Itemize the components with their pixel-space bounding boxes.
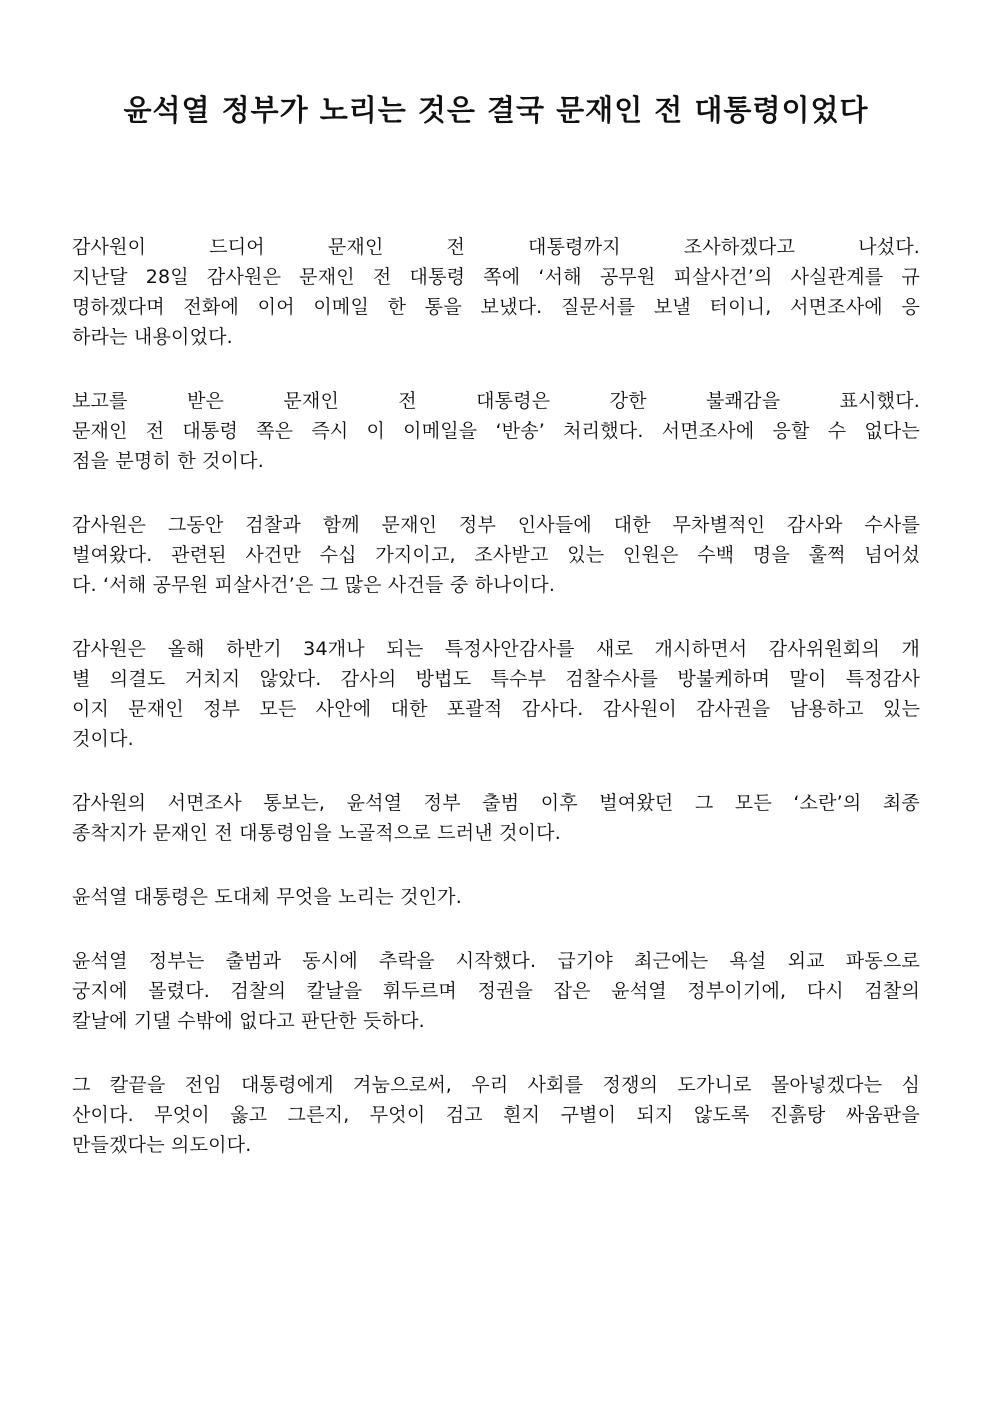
paragraph-line: 감사원은 올해 하반기 34개나 되는 특정사안감사를 새로 개시하면서 감사위원회의 개 [72,638,920,660]
paragraph-line: 것이다. [72,728,134,750]
body-paragraph [72,788,920,848]
paragraph-line: 별 의결도 거치지 않았다. 감사의 방법도 특수부 검찰수사를 방불케하며 말이 특정감사 [72,668,920,690]
paragraph-line: 그 칼끝을 전임 대통령에게 겨눔으로써, 우리 사회를 정쟁의 도가니로 몰아넣겠다는 심 [72,1074,920,1096]
body-paragraph [72,510,920,600]
document-title: 윤석열 정부가 노리는 것은 결국 문재인 전 대통령이었다 [123,93,869,127]
paragraph-line: 보고를 받은 문재인 전 대통령은 강한 불쾌감을 표시했다. [72,390,920,412]
body-paragraph [72,386,920,476]
paragraph-line: 하라는 내용이었다. [72,326,233,348]
paragraph-line: 윤석열 대통령은 도대체 무엇을 노리는 것인가. [72,886,462,908]
paragraph-line: 산이다. 무엇이 옳고 그른지, 무엇이 검고 흰지 구별이 되지 않도록 진흙탕 싸움판을 [72,1104,920,1126]
paragraph-line: 감사원은 그동안 검찰과 함께 문재인 정부 인사들에 대한 무차별적인 감사와 수사를 [72,514,920,536]
body-paragraph [72,946,920,1036]
paragraph-line: 칼날에 기댈 수밖에 없다고 판단한 듯하다. [72,1010,425,1032]
paragraph-line: 문재인 전 대통령 쪽은 즉시 이 이메일을 ‘반송’ 처리했다. 서면조사에 응할 수 없다는 [72,420,920,442]
paragraph-line: 명하겠다며 전화에 이어 이메일 한 통을 보냈다. 질문서를 보낼 터이니, 서면조사에 응 [72,296,920,318]
paragraph-line: 점을 분명히 한 것이다. [72,450,264,472]
paragraph-line: 감사원의 서면조사 통보는, 윤석열 정부 출범 이후 벌여왔던 그 모든 ‘소란’의 최종 [72,792,920,814]
document-body [72,232,920,1194]
body-paragraph [72,232,920,352]
body-paragraph [72,1070,920,1160]
paragraph-line: 궁지에 몰렸다. 검찰의 칼날을 휘두르며 정권을 잡은 윤석열 정부이기에, 다시 검찰의 [72,980,920,1002]
paragraph-line: 이지 문재인 정부 모든 사안에 대한 포괄적 감사다. 감사원이 감사권을 남용하고 있는 [72,698,920,720]
paragraph-line: 지난달 28일 감사원은 문재인 전 대통령 쪽에 ‘서해 공무원 피살사건’의 사실관계를 규 [72,266,920,288]
paragraph-line: 만들겠다는 의도이다. [72,1134,252,1156]
paragraph-line: 종착지가 문재인 전 대통령임을 노골적으로 드러낸 것이다. [72,822,561,844]
paragraph-line: 윤석열 정부는 출범과 동시에 추락을 시작했다. 급기야 최근에는 욕설 외교 파동으로 [72,950,920,972]
paragraph-line: 감사원이 드디어 문재인 전 대통령까지 조사하겠다고 나섰다. [72,236,920,258]
paragraph-line: 다. ‘서해 공무원 피살사건’은 그 많은 사건들 중 하나이다. [72,574,556,596]
body-paragraph [72,882,920,912]
body-paragraph [72,634,920,754]
paragraph-line: 벌여왔다. 관련된 사건만 수십 가지이고, 조사받고 있는 인원은 수백 명을 훌쩍 넘어섰 [72,544,920,566]
